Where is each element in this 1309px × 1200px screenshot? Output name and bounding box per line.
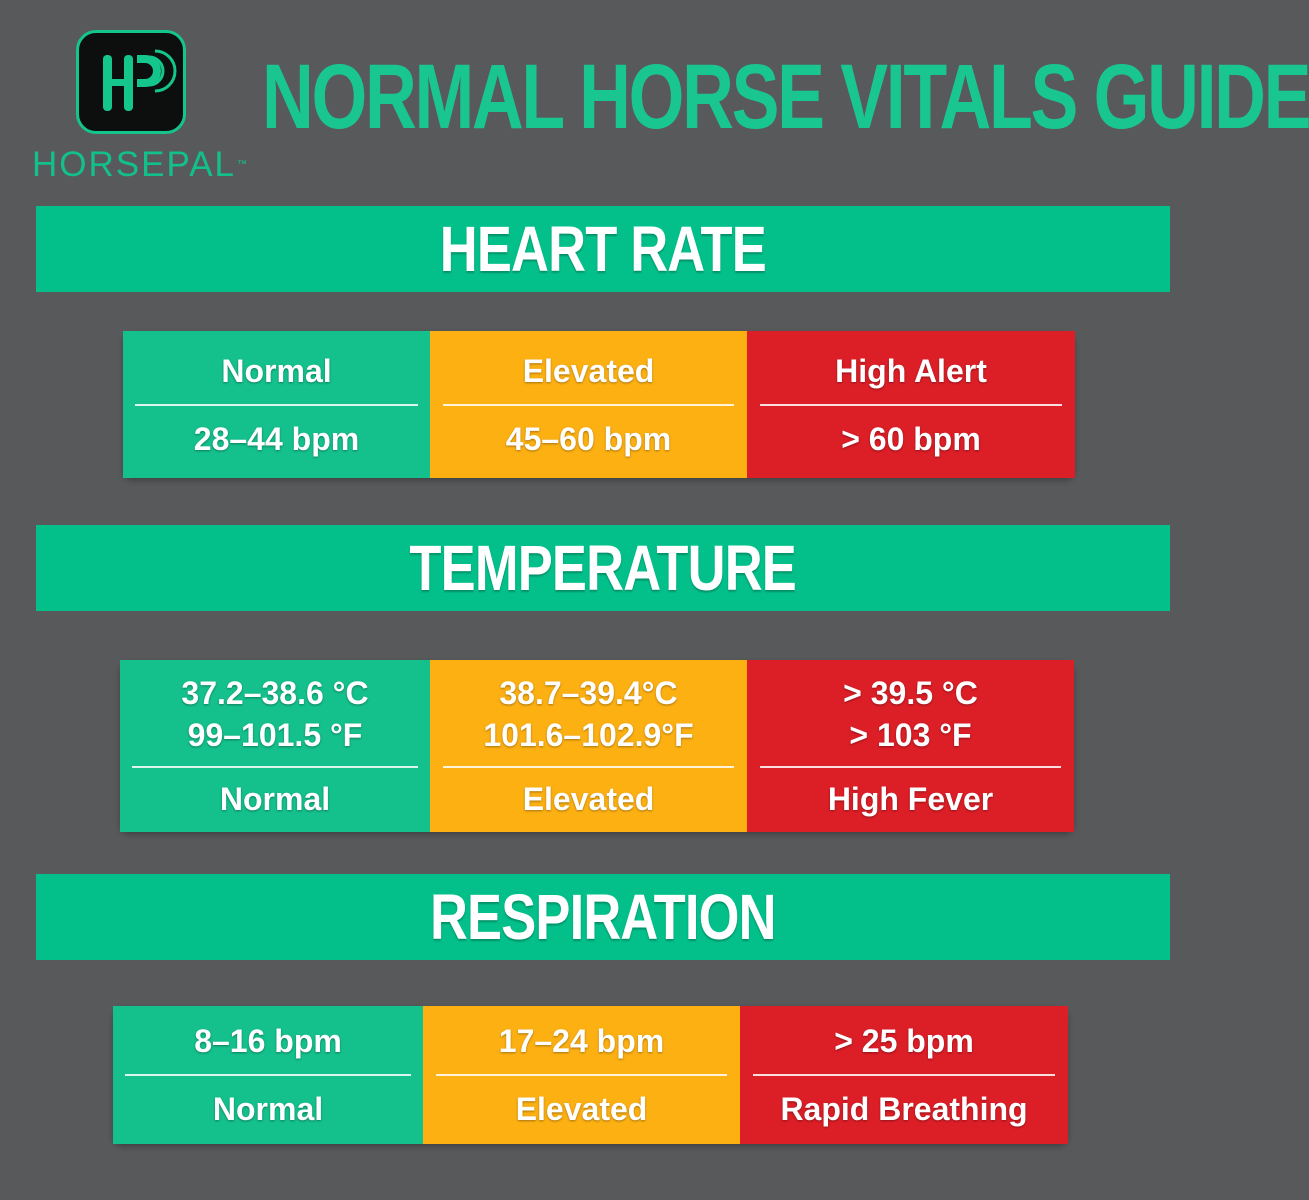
cell-label: Elevated xyxy=(522,352,655,389)
heart-rate-card xyxy=(123,331,1075,478)
cell-value: > 25 bpm xyxy=(834,1023,974,1059)
trademark-symbol: ™ xyxy=(237,159,250,170)
cell-label: Elevated xyxy=(515,1091,648,1127)
brand-name: HORSEPAL xyxy=(32,145,237,184)
temperature-card xyxy=(120,660,1074,832)
divider xyxy=(443,404,735,406)
temperature-high-fever-cell xyxy=(747,660,1074,832)
page-title: NORMAL HORSE VITALS GUIDE xyxy=(262,46,1309,148)
brand-wordmark xyxy=(32,146,249,184)
divider xyxy=(135,404,417,406)
divider xyxy=(443,766,735,768)
cell-label: Normal xyxy=(212,1091,324,1127)
cell-label: Normal xyxy=(221,352,332,389)
heart-rate-header xyxy=(36,206,1170,292)
temperature-elevated-cell xyxy=(430,660,747,832)
cell-value: > 60 bpm xyxy=(841,420,981,457)
respiration-normal-cell xyxy=(113,1006,423,1144)
temperature-normal-cell xyxy=(120,660,430,832)
divider xyxy=(760,766,1061,768)
cell-label: Normal xyxy=(219,781,331,817)
respiration-header xyxy=(36,874,1170,960)
section-heading: RESPIRATION xyxy=(430,881,776,953)
heart-rate-elevated-cell xyxy=(430,331,747,478)
horsepal-logo xyxy=(76,30,186,134)
hp-signal-logo-icon xyxy=(79,33,183,131)
cell-label: High Alert xyxy=(835,352,987,389)
heart-rate-high-alert-cell xyxy=(747,331,1075,478)
celsius-range: 37.2–38.6 °C xyxy=(181,675,369,711)
respiration-elevated-cell xyxy=(423,1006,740,1144)
respiration-rapid-breathing-cell xyxy=(740,1006,1068,1144)
cell-label: Elevated xyxy=(522,781,655,817)
cell-value: 17–24 bpm xyxy=(498,1023,665,1059)
divider xyxy=(436,1074,728,1076)
divider xyxy=(125,1074,410,1076)
divider xyxy=(132,766,417,768)
fahrenheit-range: 101.6–102.9°F xyxy=(483,717,694,753)
cell-label: High Fever xyxy=(827,781,994,817)
respiration-card xyxy=(113,1006,1068,1144)
celsius-range: > 39.5 °C xyxy=(843,675,978,711)
divider xyxy=(753,1074,1055,1076)
section-heading: TEMPERATURE xyxy=(409,532,797,604)
cell-value: 45–60 bpm xyxy=(505,420,672,457)
divider xyxy=(760,404,1062,406)
section-heading: HEART RATE xyxy=(439,213,767,285)
fahrenheit-range: > 103 °F xyxy=(849,717,972,753)
celsius-range: 38.7–39.4°C xyxy=(499,675,678,711)
temperature-header xyxy=(36,525,1170,611)
heart-rate-normal-cell xyxy=(123,331,430,478)
fahrenheit-range: 99–101.5 °F xyxy=(187,717,363,753)
cell-value: 28–44 bpm xyxy=(193,420,360,457)
cell-value: 8–16 bpm xyxy=(194,1023,342,1059)
cell-label: Rapid Breathing xyxy=(780,1091,1028,1127)
